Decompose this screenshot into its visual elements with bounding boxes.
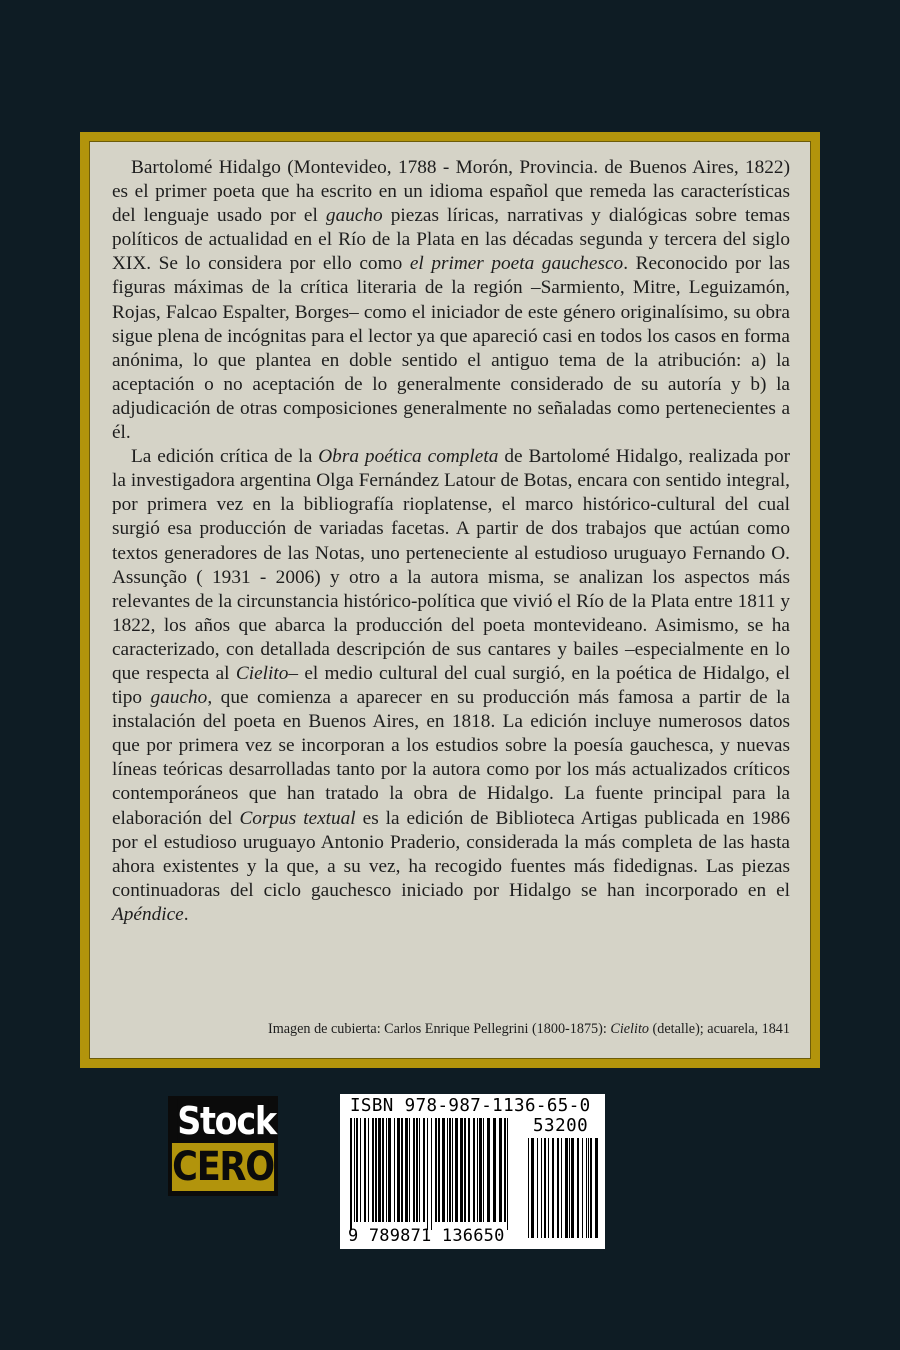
back-cover-panel: [80, 132, 820, 1068]
barcode-bar: [442, 1118, 445, 1222]
barcode-bar: [413, 1118, 415, 1222]
barcode-bar: [473, 1118, 475, 1222]
text-run: Imagen de cubierta: Carlos Enrique Pellegrini (1800-1875):: [267, 1021, 611, 1037]
barcode-bar: [354, 1118, 355, 1222]
barcode-bar: [438, 1118, 440, 1222]
barcode-bar: [401, 1118, 403, 1222]
text-run: (detalle); acuarela, 1841: [648, 1021, 790, 1037]
barcode-bar: [487, 1118, 490, 1222]
text-run: Bartolomé Hidalgo (Montevideo, 1788 - Morón, Provincia. de Buenos Aires, 1822) es el primer poeta que ha escrito en un idioma español que remeda las características del lenguaje usado por el: [112, 157, 790, 227]
text-run: – el medio cultural del cual surgió, en la poética de Hidalgo, el tipo: [112, 662, 790, 709]
italic-run: Apéndice: [112, 903, 184, 925]
barcode-addon-bar: [557, 1138, 559, 1238]
barcode-bar: [447, 1118, 448, 1222]
barcode-bar: [378, 1118, 381, 1222]
synopsis-box: [89, 141, 811, 1059]
barcode-addon-bar: [561, 1138, 562, 1238]
isbn-barcode: [340, 1094, 605, 1249]
barcode-addon-bar: [569, 1138, 570, 1238]
barcode-bar: [405, 1118, 408, 1222]
barcode-addon-bar: [552, 1138, 554, 1238]
barcode-bar: [435, 1118, 437, 1222]
barcode-addon-digits: 53200: [533, 1116, 589, 1136]
barcode-bar: [449, 1118, 451, 1222]
barcode-bar: [386, 1118, 387, 1222]
barcode-bar: [455, 1118, 458, 1222]
logo-word-stock: Stock: [177, 1099, 276, 1143]
barcode-bar: [375, 1118, 377, 1222]
publisher-logo: [168, 1096, 278, 1196]
italic-run: gaucho: [325, 205, 383, 227]
barcode-bar: [350, 1118, 352, 1230]
cover-image-caption: [268, 1021, 790, 1038]
text-run: La edición crítica de la: [131, 446, 319, 468]
ean-digits: 9 789871 136650: [348, 1226, 505, 1246]
barcode-bar: [368, 1118, 369, 1222]
barcode-addon-bar: [548, 1138, 549, 1238]
barcode-addon-bar: [588, 1138, 589, 1238]
barcode-bar: [394, 1118, 395, 1222]
barcode-bar: [397, 1118, 400, 1222]
text-run: es la edición de Biblioteca Artigas publicada en 1986 por el estudioso uruguayo Antonio Praderio, considerada la más completa de las hasta ahora existentes y la que, a su vez, ha recogido fuentes más fidedignas. Las piezas continuadoras del ciclo gauchesco iniciado por Hidalgo se han incorporado en el: [112, 807, 790, 901]
barcode-bar: [360, 1118, 361, 1222]
barcode-bar: [460, 1118, 463, 1222]
barcode-bar: [382, 1118, 384, 1222]
barcode-addon-bar: [544, 1138, 546, 1238]
synopsis-paragraph-1: [112, 156, 790, 445]
italic-run: el primer poeta gauchesco: [409, 253, 624, 275]
barcode-bar: [364, 1118, 366, 1222]
barcode-bar: [464, 1118, 466, 1222]
barcode-addon-bar: [565, 1138, 568, 1238]
barcode-addon-bar: [541, 1138, 542, 1238]
synopsis-paragraph-2: [112, 445, 790, 927]
italic-run: Obra poética completa: [318, 446, 499, 468]
text-run: , que comienza a aparecer en su producción más famosa a partir de la instalación del poeta en Buenos Aires, en 1818. La edición incluye numerosos datos que por primera vez se incorporan a los estudios sobre la poesía gauchesca, y nuevas líneas teóricas desarrolladas tanto por la autora como por los más actualizados críticos contemporáneos que han tratado la obra de Hidalgo. La fuente principal para la elaboración del: [112, 687, 790, 829]
italic-run: Cielito: [235, 662, 289, 684]
barcode-bar: [483, 1118, 484, 1222]
barcode-bar: [419, 1118, 420, 1222]
text-run: piezas líricas, narrativas y dialógicas sobre temas políticos de actualidad en el Río de la Plata en las décadas segunda y tercera del siglo XIX. Se lo considera por ello como: [112, 205, 790, 275]
isbn-label: ISBN 978-987-1136-65-0: [350, 1096, 591, 1116]
text-run: .: [183, 903, 189, 925]
barcode-addon-bar: [590, 1138, 592, 1238]
italic-run: gaucho: [150, 687, 208, 709]
barcode-bar: [409, 1118, 410, 1222]
barcode-bar: [356, 1118, 358, 1222]
barcode-addon-bar: [586, 1138, 587, 1238]
barcode-bar: [479, 1118, 482, 1222]
barcode-addon-bar: [528, 1138, 529, 1238]
barcode-bar: [372, 1118, 374, 1222]
barcode-bar: [468, 1118, 470, 1222]
barcode-bar: [423, 1118, 425, 1222]
logo-word-cero: CERO: [172, 1144, 274, 1190]
barcode-bar: [431, 1118, 432, 1230]
barcode-bar: [416, 1118, 418, 1222]
barcode-addon-bar: [577, 1138, 579, 1238]
barcode-bar: [427, 1118, 428, 1230]
barcode-addon-bar: [582, 1138, 583, 1238]
barcode-bar: [388, 1118, 391, 1222]
barcode-bar: [504, 1118, 506, 1222]
barcode-addon-bar: [595, 1138, 598, 1238]
barcode-bar: [493, 1118, 496, 1222]
italic-run: Cielito: [610, 1021, 649, 1037]
text-run: . Reconocido por las figuras máximas de la crítica literaria de la región –Sarmiento, Mitre, Leguizamón, Rojas, Falcao Espalter, Borges– como el iniciador de este género originalísimo, su obra sigue plena de incógnitas para el lector ya que apareció casi en todos los casos en forma anónima, lo que plantea en doble sentido el antiguo tema de la atribución: a) la aceptación o no aceptación de lo generalmente considerado de su autoría y b) la adjudicación de otras composiciones generalmente no señaladas como pertenecientes a él.: [112, 253, 790, 444]
barcode-addon-bar: [571, 1138, 574, 1238]
barcode-bar: [452, 1118, 453, 1222]
italic-run: Corpus textual: [239, 807, 356, 829]
barcode-bar: [477, 1118, 478, 1222]
barcode-addon-bar: [537, 1138, 538, 1238]
text-run: de Bartolomé Hidalgo, realizada por la investigadora argentina Olga Fernández Latour de Botas, encara con sentido integral, por primera vez en la bibliografía rioplatense, el marco histórico-cultural del cual surgió esa producción de variadas facetas. A partir de dos trabajos que actúan como textos generadores de las Notas, uno perteneciente al estudioso uruguayo Fernando O. Assunção ( 1931 - 2006) y otro a la autora misma, se analizan los aspectos más relevantes de la circunstancia histórico-política que vivió el Río de la Plata entre 1811 y 1822, los años que abarca la producción del poeta montevideano. Asimismo, se ha caracterizado, con detallada descripción de sus cantares y bailes –especialmente en lo que respecta al: [112, 446, 791, 684]
barcode-bar: [499, 1118, 502, 1222]
barcode-bar: [507, 1118, 508, 1230]
barcode-addon-bar: [531, 1138, 534, 1238]
